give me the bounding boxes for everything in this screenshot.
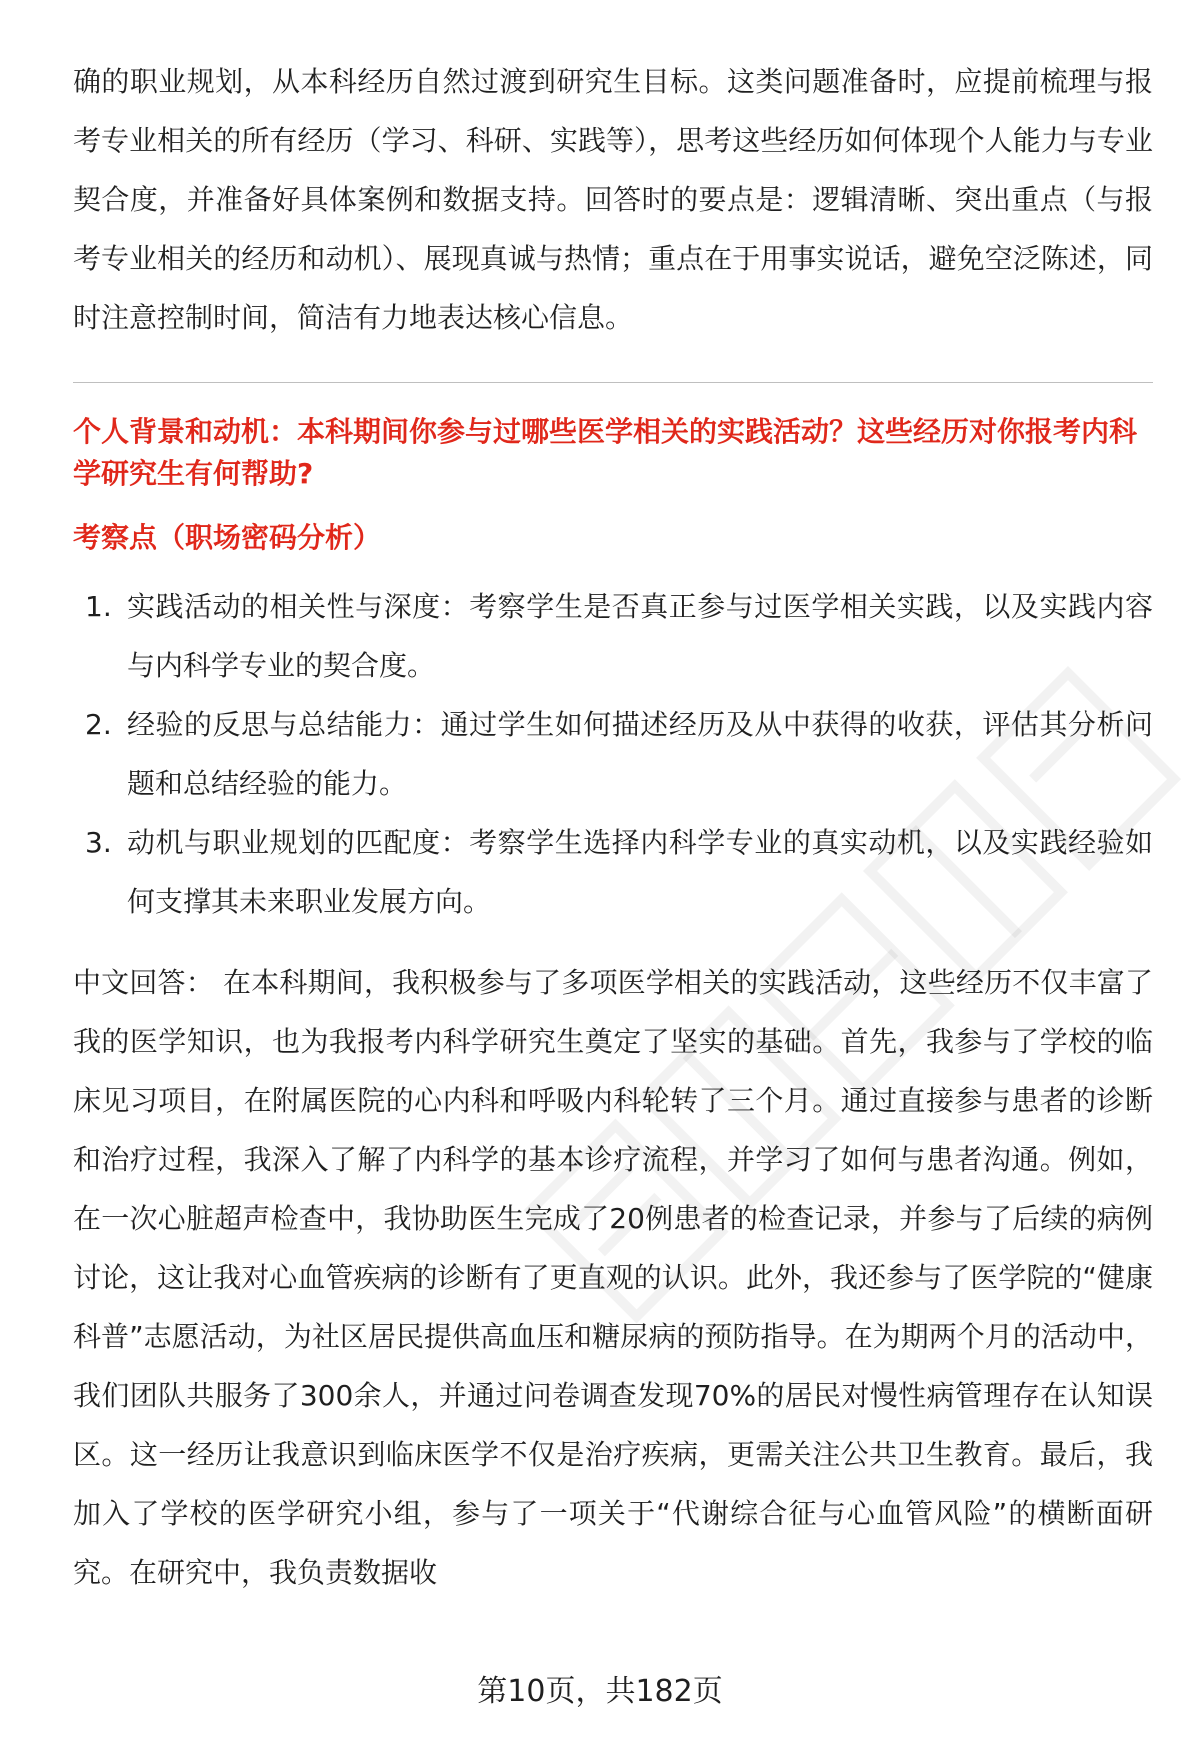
assessment-points-list <box>73 577 1153 931</box>
list-item-number: 1. <box>85 590 112 623</box>
intro-paragraph: 确的职业规划，从本科经历自然过渡到研究生目标。这类问题准备时，应提前梳理与报考专业相关的所有经历（学习、科研、实践等），思考这些经历如何体现个人能力与专业契合度，并准备好具体案例和数据支持。回答时的要点是：逻辑清晰、突出重点（与报考专业相关的经历和动机）、展现真诚与热情；重点在于用事实说话，避免空泛陈述，同时注意控制时间，简洁有力地表达核心信息。 <box>73 65 1153 334</box>
list-item-number: 2. <box>85 708 112 741</box>
page-content <box>73 52 1153 1602</box>
list-item <box>73 695 1153 813</box>
list-item-text: 经验的反思与总结能力：通过学生如何描述经历及从中获得的收获，评估其分析问题和总结经验的能力。 <box>127 708 1153 800</box>
answer-paragraph: 中文回答： 在本科期间，我积极参与了多项医学相关的实践活动，这些经历不仅丰富了我的医学知识，也为我报考内科学研究生奠定了坚实的基础。首先，我参与了学校的临床见习项目，在附属医院的心内科和呼吸内科轮转了三个月。通过直接参与患者的诊断和治疗过程，我深入了解了内科学的基本诊疗流程，并学习了如何与患者沟通。例如，在一次心脏超声检查中，我协助医生完成了20例患者的检查记录，并参与了后续的病例讨论，这让我对心血管疾病的诊断有了更直观的认识。此外，我还参与了医学院的“健康科普”志愿活动，为社区居民提供高血压和糖尿病的预防指导。在为期两个月的活动中，我们团队共服务了300余人，并通过问卷调查发现70%的居民对慢性病管理存在认知误区。这一经历让我意识到临床医学不仅是治疗疾病，更需关注公共卫生教育。最后，我加入了学校的医学研究小组，参与了一项关于“代谢综合征与心血管风险”的横断面研究。在研究中，我负责数据收 <box>73 966 1153 1589</box>
list-item-text: 动机与职业规划的匹配度：考察学生选择内科学专业的真实动机，以及实践经验如何支撑其未来职业发展方向。 <box>127 826 1153 918</box>
list-item <box>73 577 1153 695</box>
list-item-number: 3. <box>85 826 112 859</box>
page-number-footer: 第10页，共182页 <box>477 1674 723 1709</box>
list-item-text: 实践活动的相关性与深度：考察学生是否真正参与过医学相关实践，以及实践内容与内科学专业的契合度。 <box>127 590 1153 682</box>
question-heading: 个人背景和动机：本科期间你参与过哪些医学相关的实践活动？这些经历对你报考内科学研究生有何帮助? <box>73 415 1138 490</box>
section-divider <box>73 382 1153 383</box>
section-heading: 考察点（职场密码分析） <box>73 521 382 554</box>
list-item <box>73 813 1153 931</box>
